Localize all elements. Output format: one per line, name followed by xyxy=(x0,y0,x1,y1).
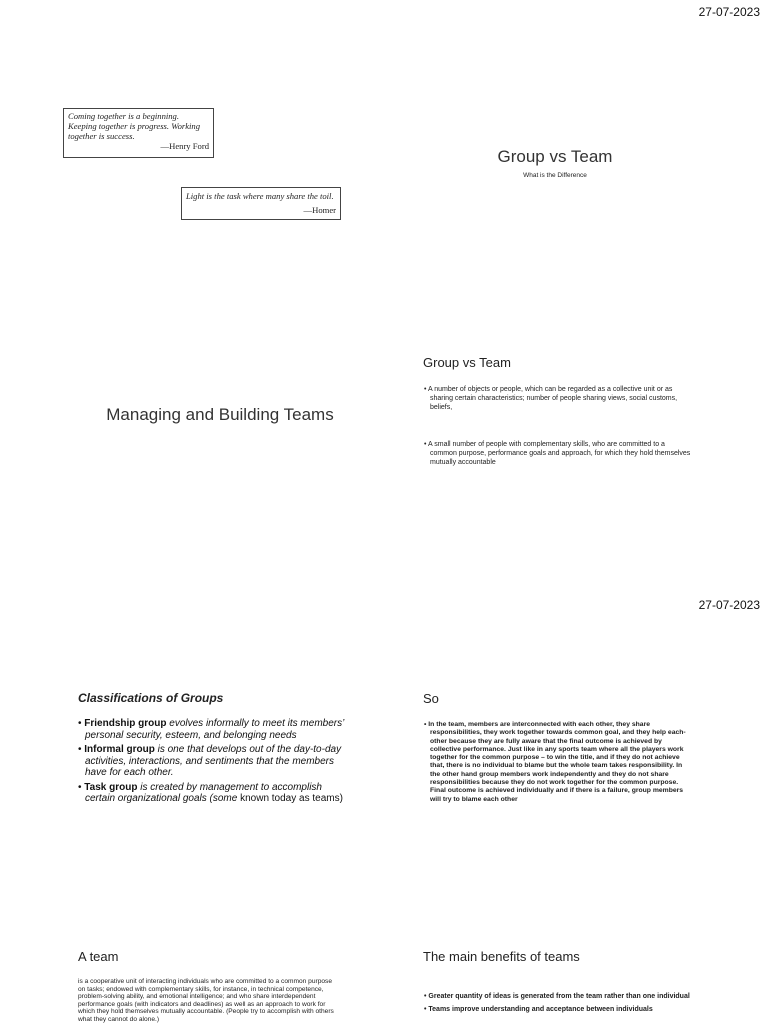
term: Informal group xyxy=(84,744,155,755)
so-heading: So xyxy=(423,691,439,706)
benefits-list xyxy=(423,992,693,1024)
group-vs-team-title: Group vs Team xyxy=(497,147,613,166)
friendship-group-item xyxy=(77,718,349,741)
task-group-item xyxy=(77,782,349,805)
informal-group-item xyxy=(77,744,349,779)
benefit-item: • Greater quantity of ideas is generated from the team rather than one individual xyxy=(423,992,693,1001)
description: is one that develops out of the day-to-day activities, interactions, and sentiments that the members have for each other. xyxy=(85,744,342,778)
classifications-heading: Classifications of Groups xyxy=(78,691,224,705)
definitions-heading: Group vs Team xyxy=(423,355,511,370)
page-date: 27-07-2023 xyxy=(698,598,760,612)
classifications-list xyxy=(77,718,349,808)
definition-team: • A small number of people with complementary skills, who are committed to a common purpose, performance goals and approach, for which they hold themselves mutually accountable xyxy=(423,440,691,467)
a-team-heading: A team xyxy=(78,949,119,964)
benefits-heading: The main benefits of teams xyxy=(423,949,580,964)
term: Friendship group xyxy=(84,718,167,729)
page-date: 27-07-2023 xyxy=(698,5,760,19)
so-list xyxy=(423,721,693,804)
definitions-list xyxy=(423,385,691,467)
quote-author: —Henry Ford xyxy=(160,141,209,151)
group-vs-team-subtitle: What is the Difference xyxy=(523,172,587,179)
quote-line: together is success. xyxy=(68,131,135,141)
description: evolves informally to meet its members’ personal security, esteem, and belonging needs xyxy=(85,718,344,741)
benefit-item: • Teams improve understanding and acceptance between individuals xyxy=(423,1005,693,1014)
quote-line: Keeping together is progress. Working xyxy=(68,121,201,131)
term: Task group xyxy=(84,781,138,793)
managing-teams-title: Managing and Building Teams xyxy=(106,405,334,424)
quote-line: Light is the task where many share the toil. xyxy=(186,191,334,201)
quote-line: Coming together is a beginning. xyxy=(68,111,179,121)
definition-group: • A number of objects or people, which can be regarded as a collective unit or as sharing certain characteristics; number of people sharing views, social customs, beliefs, xyxy=(423,385,691,412)
description-tail: known today as teams) xyxy=(240,793,343,804)
a-team-definition: is a cooperative unit of interacting individuals who are committed to a common purpose on tasks; endowed with complementary skills, for instance, in technical competence, problem-solving ability, and emotional intelligence; and who share interdependent performance goals (with indicators and deadlines) as well as an approach to work for which they hold themselves mutually accountable. (People try to accomplish with others what they cannot do alone.) xyxy=(78,978,334,1023)
description: is created by management to accomplish certain organizational goals (some xyxy=(85,781,322,804)
quote-author: —Homer xyxy=(303,205,336,215)
so-paragraph: • In the team, members are interconnected with each other, they share responsibilities, they work together towards common goal, and they help each-other because they are fully aware that the final outcome is achieved by collective performance. Just like in any sports team where all the players work together for the common purpose – to win the title, and if they do not achieve that, there is no individual to blame but the whole team takes responsibility. In the other hand group members work independently and they do not share responsibilities because they do not work together for the common purpose. Final outcome is achieved individually and if there is a failure, group members will try to blame each other xyxy=(423,721,693,804)
henry-ford-quote-box xyxy=(63,108,214,158)
homer-quote-box xyxy=(181,187,341,220)
